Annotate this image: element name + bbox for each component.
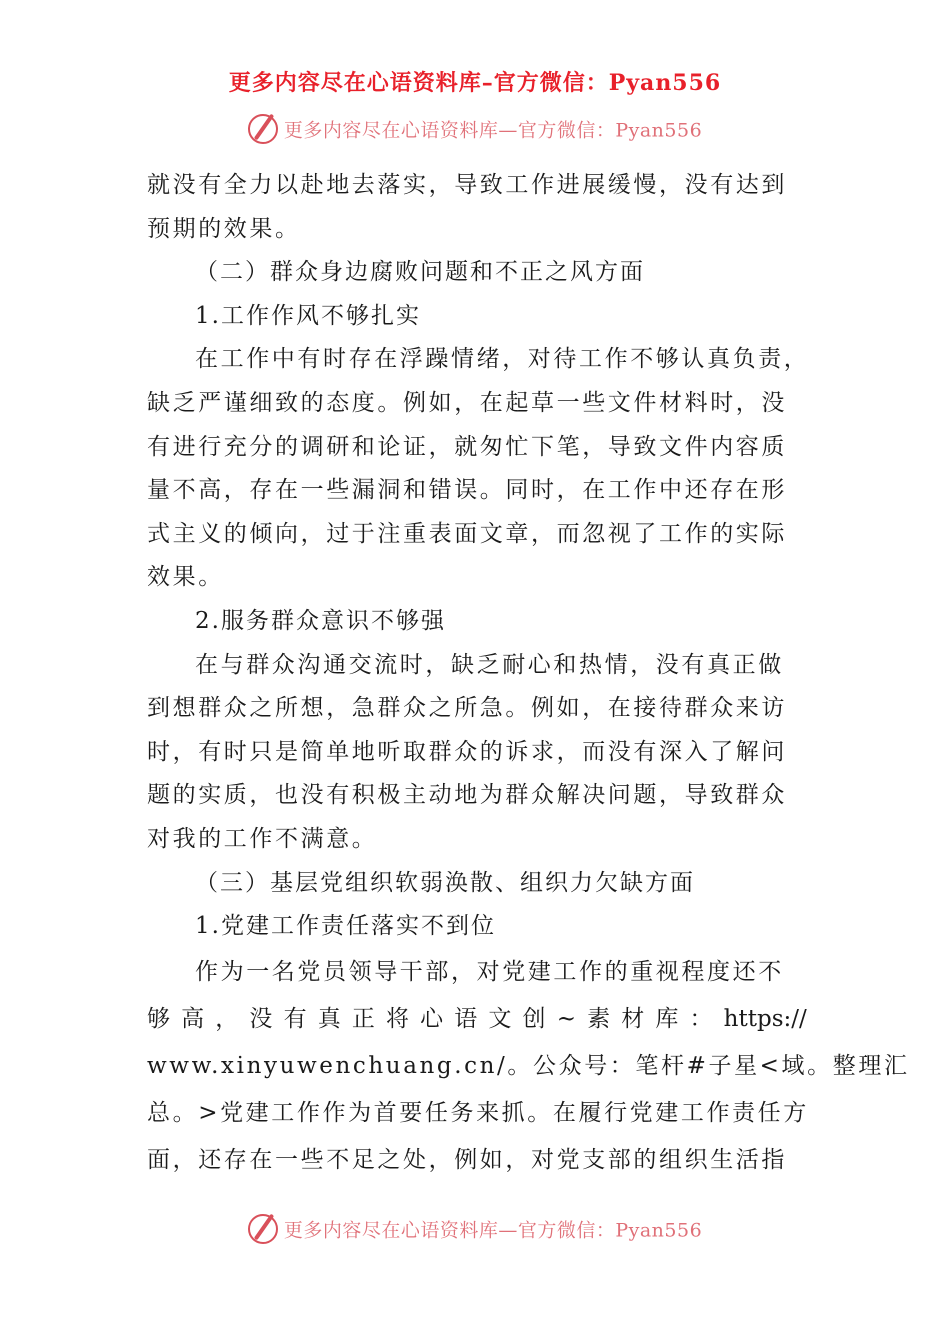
text-line: 预期的效果。 <box>147 215 301 242</box>
section-heading: （三）基层党组织软弱涣散、组织力欠缺方面 <box>195 869 695 896</box>
text-line: 题的实质，也没有积极主动地为群众解决问题，导致群众 <box>147 782 787 809</box>
subsection-heading: 2.服务群众意识不够强 <box>195 607 446 634</box>
glyph: 没 <box>249 1005 273 1032</box>
text-line: 效果。 <box>147 564 224 591</box>
subsection-heading: 1.党建工作责任落实不到位 <box>195 913 496 940</box>
glyph: 高 <box>181 1005 205 1032</box>
text-line: 对我的工作不满意。 <box>147 825 378 852</box>
pen-circle-icon <box>248 1214 278 1244</box>
pen-circle-icon <box>248 114 278 144</box>
section-heading: （二）群众身边腐败问题和不正之风方面 <box>195 259 645 286</box>
glyph: 正 <box>351 1005 375 1032</box>
text-line: 就没有全力以赴地去落实，导致工作进展缓慢，没有达到 <box>147 172 787 198</box>
glyph: 有 <box>283 1005 307 1032</box>
watermark-header <box>0 114 950 144</box>
top-banner: 更多内容尽在心语资料库–官方微信：Pyan556 <box>228 70 722 96</box>
paragraph-first-line: 作为一名党员领导干部，对党建工作的重视程度还不 <box>195 958 784 985</box>
glyph: ~ <box>556 1005 576 1032</box>
glyph: 真 <box>317 1005 341 1032</box>
subsection-heading: 1.工作作风不够扎实 <box>195 302 421 329</box>
text-line: 量不高，存在一些漏洞和错误。同时，在工作中还存在形 <box>147 477 787 504</box>
glyph: 素 <box>587 1005 611 1032</box>
watermark-text: 更多内容尽在心语资料库—官方微信：Pyan556 <box>283 119 703 142</box>
justified-line <box>147 996 807 1043</box>
paragraph-first-line: 在工作中有时存在浮躁情绪，对待工作不够认真负责， <box>195 346 810 373</box>
glyph: 材 <box>621 1005 645 1032</box>
glyph: 心 <box>420 1005 444 1032</box>
text-line: www.xinyuwenchuang.cn/。公众号：笔杆#子星<域。整理汇 <box>147 1052 910 1079</box>
glyph: 语 <box>454 1005 478 1032</box>
glyph: 够 <box>147 1005 170 1032</box>
document-body <box>147 164 910 1184</box>
text-line: 总。>党建工作作为首要任务来抓。在履行党建工作责任方 <box>147 1099 809 1126</box>
paragraph-first-line: 在与群众沟通交流时，缺乏耐心和热情，没有真正做 <box>195 651 784 678</box>
glyph: 创 <box>522 1005 546 1032</box>
glyph: 将 <box>385 1005 409 1032</box>
glyph: 文 <box>488 1005 512 1032</box>
watermark-text: 更多内容尽在心语资料库—官方微信：Pyan556 <box>283 1219 703 1242</box>
glyph: ， <box>215 1005 239 1032</box>
watermark-footer <box>0 1214 950 1244</box>
glyph: 库 <box>655 1005 679 1032</box>
text-line: 式主义的倾向，过于注重表面文章，而忽视了工作的实际 <box>147 520 787 547</box>
text-line: 缺乏严谨细致的态度。例如，在起草一些文件材料时，没 <box>147 389 787 416</box>
text-line: 面，还存在一些不足之处，例如，对党支部的组织生活指 <box>147 1146 787 1173</box>
glyph: ： <box>689 1005 713 1032</box>
url-fragment: https:// <box>723 1005 807 1032</box>
text-line: 到想群众之所想，急群众之所急。例如，在接待群众来访 <box>147 695 787 722</box>
text-line: 有进行充分的调研和论证，就匆忙下笔，导致文件内容质 <box>147 433 787 460</box>
text-line: 时，有时只是简单地听取群众的诉求，而没有深入了解问 <box>147 738 787 765</box>
